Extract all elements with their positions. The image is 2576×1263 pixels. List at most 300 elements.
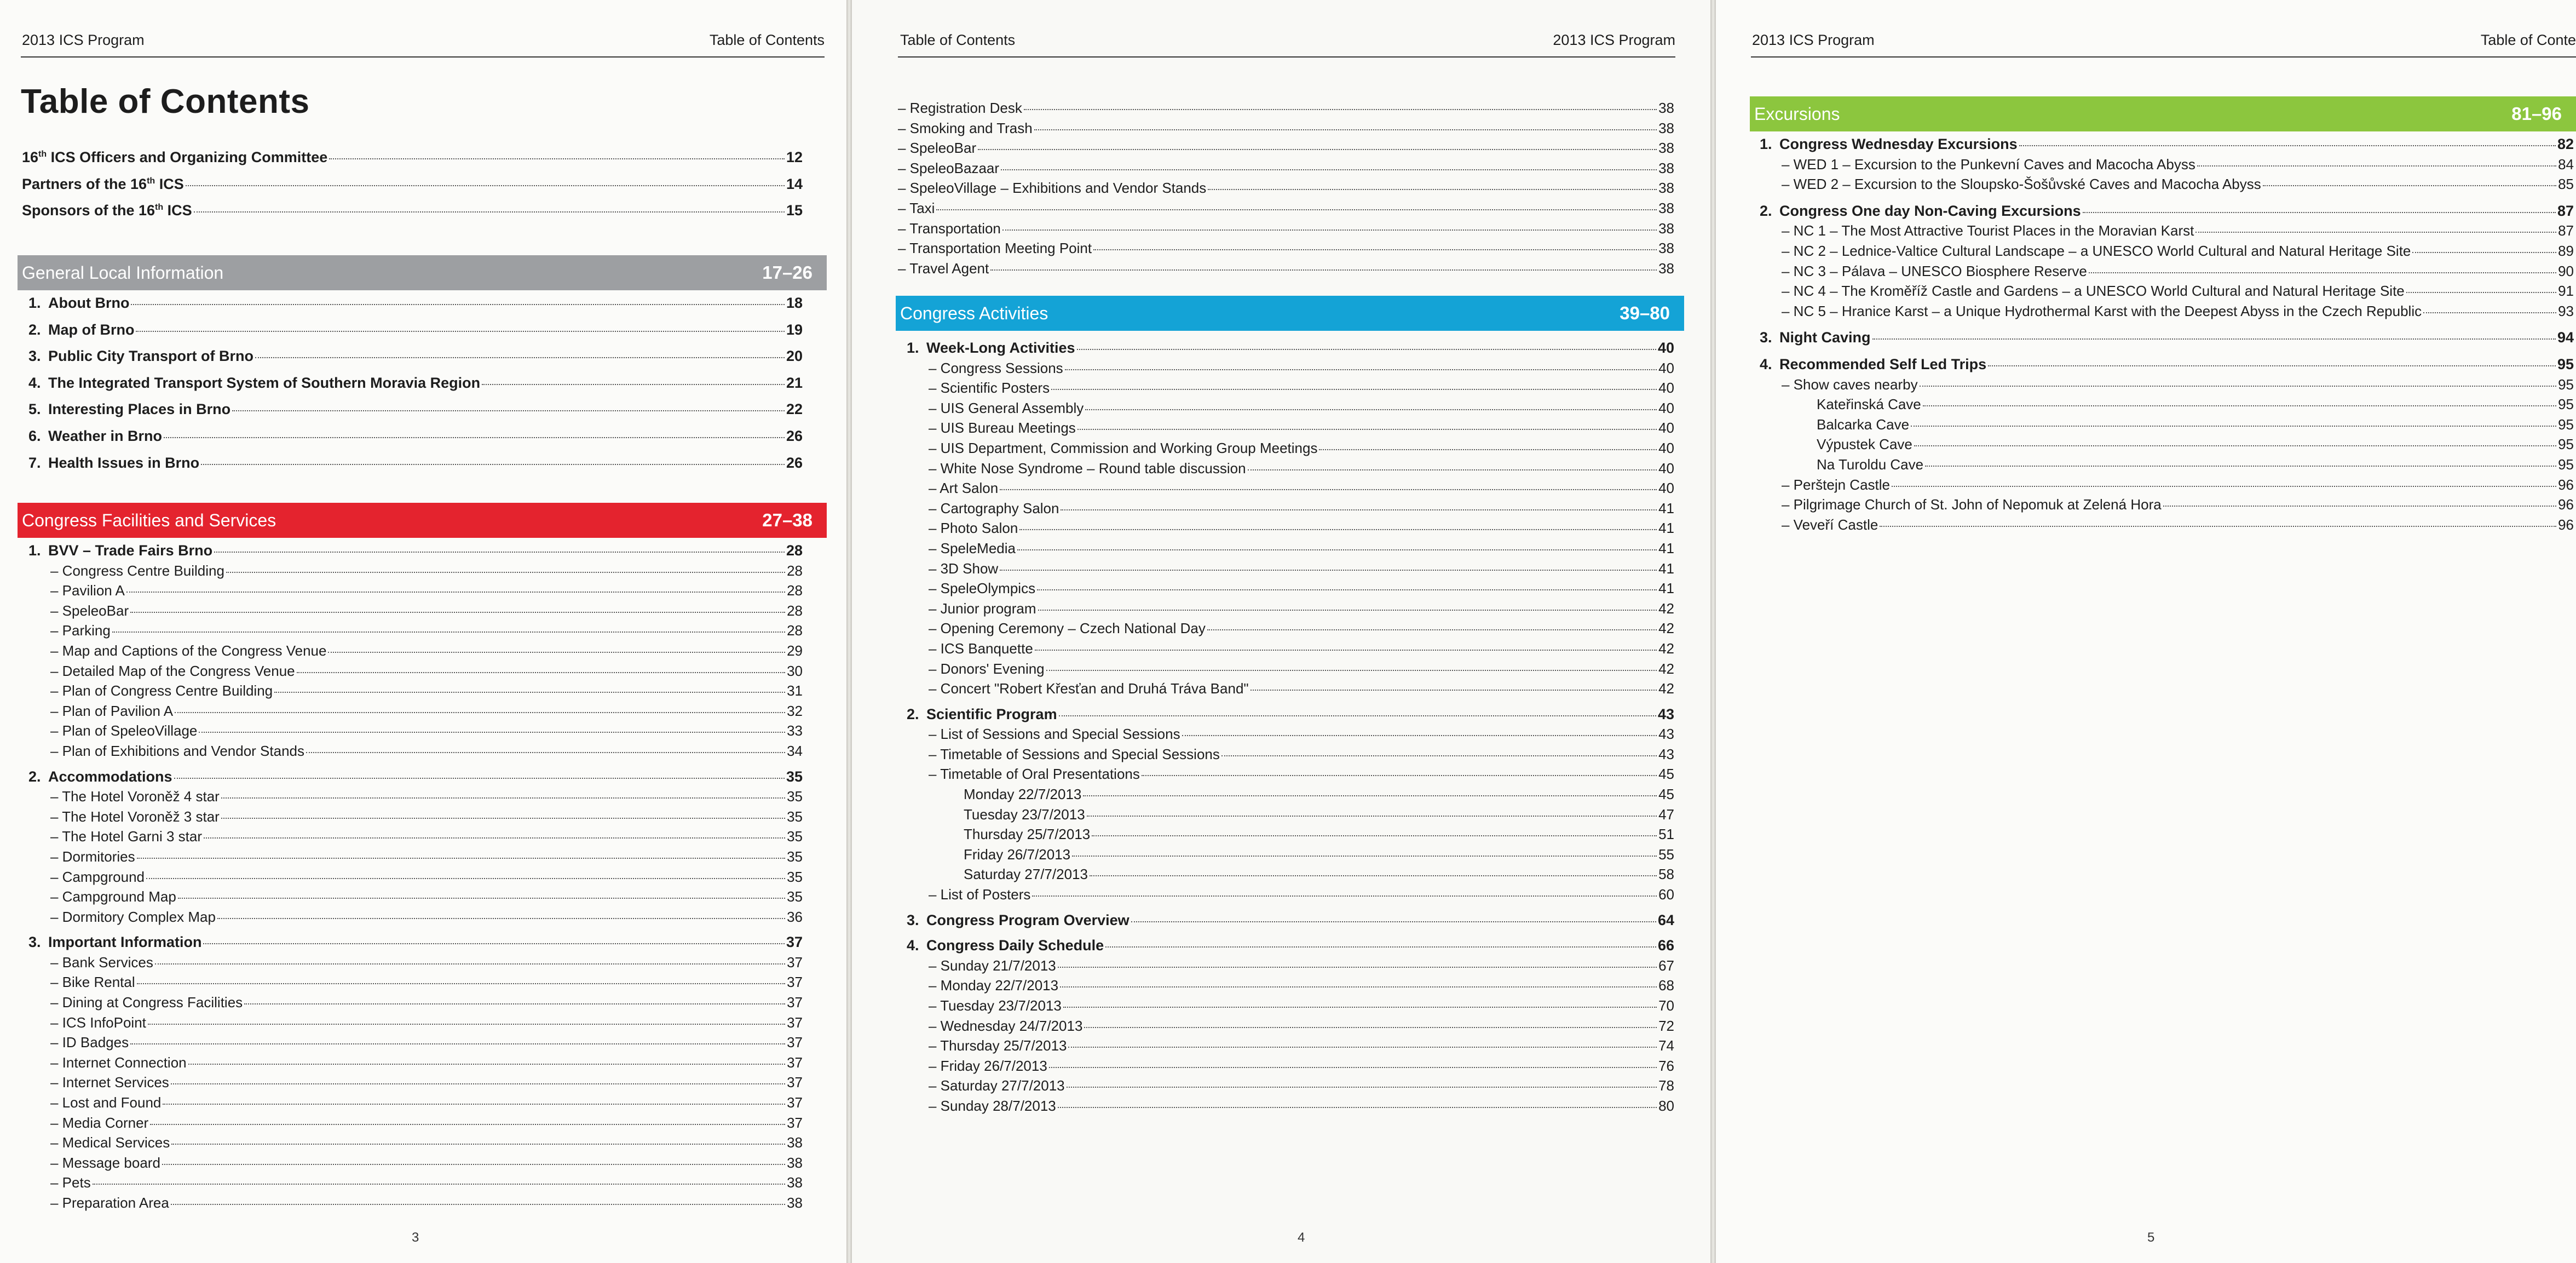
toc-heading[interactable] <box>28 542 803 562</box>
toc-heading[interactable] <box>1760 356 2574 376</box>
top-entries <box>22 149 803 222</box>
leader-dots <box>1024 109 1657 110</box>
toc-text: Accommodations <box>48 768 172 785</box>
toc-subentry[interactable] <box>898 220 1674 240</box>
leader-dots <box>137 983 785 984</box>
excursions-entries <box>1760 136 2574 536</box>
toc-page: 95 <box>2558 416 2574 433</box>
toc-text: – Pets <box>50 1174 91 1191</box>
leader-dots <box>1049 1067 1657 1068</box>
toc-page: 41 <box>1658 520 1674 537</box>
toc-text: The Integrated Transport System of Southern Moravia Region <box>48 374 481 391</box>
leader-dots <box>130 1043 785 1044</box>
toc-page: 12 <box>786 149 803 165</box>
leader-dots <box>2423 312 2556 313</box>
toc-page: 45 <box>1658 766 1674 783</box>
leader-dots <box>1087 816 1657 817</box>
toc-label <box>28 562 224 579</box>
leader-dots <box>2163 506 2556 507</box>
toc-page: 42 <box>1658 640 1674 657</box>
leader-dots <box>1065 369 1657 370</box>
leader-dots <box>1077 429 1657 430</box>
toc-page: 55 <box>1658 846 1674 863</box>
toc-text: – Detailed Map of the Congress Venue <box>50 662 295 679</box>
toc-text: – Plan of Congress Centre Building <box>50 682 273 699</box>
toc-label <box>28 994 243 1011</box>
toc-page: 40 <box>1658 359 1674 376</box>
toc-text: – SpeleoBar <box>898 140 977 157</box>
toc-page: 43 <box>1657 705 1674 722</box>
toc-heading[interactable] <box>1760 329 2574 349</box>
toc-subentry[interactable] <box>898 120 1674 140</box>
toc-label <box>898 260 989 277</box>
toc-heading[interactable] <box>28 375 803 395</box>
toc-label <box>898 240 1092 257</box>
leader-dots <box>203 943 784 944</box>
toc-number: 4. <box>907 937 919 954</box>
leader-dots <box>204 837 785 839</box>
leader-dots <box>329 158 785 159</box>
toc-text: About Brno <box>48 295 130 311</box>
toc-subentry[interactable] <box>1760 496 2574 516</box>
leader-dots <box>978 149 1657 150</box>
toc-subentry[interactable] <box>28 642 803 663</box>
toc-text: – UIS Department, Commission and Working Group Meetings <box>929 439 1318 456</box>
toc-subentry[interactable] <box>907 620 1674 640</box>
page-3 <box>0 0 846 1263</box>
toc-page: 26 <box>786 427 803 444</box>
toc-subentry[interactable] <box>907 500 1674 520</box>
toc-subentry[interactable] <box>907 766 1674 786</box>
toc-page: 36 <box>787 908 803 925</box>
toc-page: 45 <box>1658 786 1674 803</box>
toc-heading[interactable] <box>28 428 803 448</box>
toc-heading[interactable] <box>28 934 803 954</box>
toc-subentry[interactable] <box>898 100 1674 120</box>
leader-dots <box>1002 229 1657 231</box>
toc-subentry[interactable] <box>907 997 1674 1018</box>
toc-subentry[interactable] <box>907 826 1674 846</box>
leader-dots <box>1072 856 1657 857</box>
toc-text: – List of Posters <box>929 886 1031 903</box>
toc-subentry[interactable] <box>28 722 803 743</box>
toc-number: 2. <box>1760 202 1772 219</box>
toc-subentry[interactable] <box>1760 283 2574 303</box>
leader-dots <box>274 692 785 693</box>
header-rule <box>21 56 825 58</box>
toc-page: 38 <box>1658 199 1674 216</box>
toc-subentry[interactable] <box>1760 156 2574 176</box>
toc-subentry[interactable] <box>28 828 803 848</box>
leader-dots <box>936 209 1657 210</box>
toc-heading[interactable] <box>28 401 803 421</box>
toc-page: 87 <box>2557 202 2574 219</box>
toc-subentry[interactable] <box>907 520 1674 540</box>
toc-page: 28 <box>787 562 803 579</box>
toc-page: 42 <box>1658 600 1674 617</box>
toc-subentry[interactable] <box>28 974 803 994</box>
leader-dots <box>2263 185 2556 186</box>
leader-dots <box>226 572 785 573</box>
toc-entry[interactable] <box>22 176 803 196</box>
toc-page: 51 <box>1658 826 1674 843</box>
toc-subentry[interactable] <box>907 460 1674 480</box>
toc-heading[interactable] <box>28 295 803 315</box>
toc-label <box>28 1014 146 1031</box>
toc-subentry[interactable] <box>28 869 803 889</box>
toc-page: 41 <box>1658 560 1674 577</box>
toc-text: – UIS Bureau Meetings <box>929 420 1076 437</box>
toc-text: – Timetable of Sessions and Special Sessions <box>929 745 1220 762</box>
toc-subentry[interactable] <box>28 1115 803 1135</box>
toc-label <box>907 786 1081 803</box>
toc-subentry[interactable] <box>28 848 803 869</box>
toc-heading[interactable] <box>28 455 803 475</box>
running-header-left: 2013 ICS Program <box>1752 32 1875 48</box>
toc-label <box>28 295 129 312</box>
toc-subentry[interactable] <box>28 582 803 602</box>
toc-text: – Dormitories <box>50 848 135 865</box>
toc-subentry[interactable] <box>907 400 1674 420</box>
leader-dots <box>188 1064 785 1065</box>
toc-subentry[interactable] <box>907 1037 1674 1058</box>
toc-subentry[interactable] <box>907 786 1674 806</box>
toc-text: – Show caves nearby <box>1782 376 1918 393</box>
toc-subentry[interactable] <box>28 788 803 808</box>
toc-label <box>28 682 273 699</box>
section-range: 39–80 <box>1620 303 1670 323</box>
toc-subentry[interactable] <box>28 1034 803 1054</box>
toc-page: 34 <box>787 742 803 759</box>
toc-page: 37 <box>787 994 803 1011</box>
toc-subentry[interactable] <box>907 866 1674 886</box>
toc-subentry[interactable] <box>898 180 1674 200</box>
toc-text: – Timetable of Oral Presentations <box>929 766 1140 783</box>
toc-number: 2. <box>28 768 41 785</box>
toc-subentry[interactable] <box>28 909 803 929</box>
toc-page: 35 <box>787 808 803 825</box>
toc-subentry[interactable] <box>1760 222 2574 243</box>
toc-subentry[interactable] <box>907 440 1674 460</box>
toc-text: Balcarka Cave <box>1817 416 1910 433</box>
leader-dots <box>1914 445 2556 446</box>
toc-subentry[interactable] <box>1760 436 2574 456</box>
toc-subentry[interactable] <box>907 1098 1674 1118</box>
toc-text: – Message board <box>50 1154 160 1171</box>
toc-text: Congress Daily Schedule <box>926 937 1104 954</box>
toc-subentry[interactable] <box>28 703 803 723</box>
toc-label <box>28 622 111 639</box>
toc-subentry[interactable] <box>907 846 1674 866</box>
leader-dots <box>1085 409 1657 410</box>
toc-page: 38 <box>1658 140 1674 157</box>
toc-subentry[interactable] <box>907 806 1674 826</box>
toc-page: 93 <box>2558 302 2574 319</box>
toc-subentry[interactable] <box>28 1074 803 1094</box>
toc-text: – List of Sessions and Special Sessions <box>929 726 1180 743</box>
toc-text: Health Issues in Brno <box>48 454 200 471</box>
leader-dots <box>171 1204 785 1205</box>
leader-dots <box>126 592 785 593</box>
toc-subentry[interactable] <box>907 600 1674 621</box>
leader-dots <box>482 384 785 385</box>
toc-label <box>1760 516 1878 533</box>
toc-entry[interactable] <box>22 202 803 222</box>
toc-heading[interactable] <box>907 340 1674 360</box>
toc-label <box>907 937 1104 954</box>
toc-text: – Internet Connection <box>50 1054 187 1071</box>
toc-label <box>28 401 230 418</box>
toc-label <box>28 1094 161 1111</box>
toc-subentry[interactable] <box>28 1134 803 1155</box>
toc-subentry[interactable] <box>1760 303 2574 323</box>
toc-label <box>28 768 172 785</box>
toc-page: 82 <box>2557 136 2574 152</box>
toc-number: 1. <box>28 295 41 311</box>
toc-subentry[interactable] <box>28 888 803 909</box>
toc-subentry[interactable] <box>907 360 1674 380</box>
toc-subentry[interactable] <box>907 886 1674 906</box>
toc-subentry[interactable] <box>907 746 1674 766</box>
toc-page: 28 <box>787 582 803 599</box>
toc-label <box>907 1037 1067 1054</box>
toc-subentry[interactable] <box>907 560 1674 581</box>
toc-label <box>1760 303 2422 320</box>
toc-subentry[interactable] <box>1760 376 2574 397</box>
toc-subentry[interactable] <box>907 957 1674 978</box>
leader-dots <box>1068 1047 1657 1048</box>
toc-entry[interactable] <box>22 149 803 169</box>
toc-subentry[interactable] <box>28 1014 803 1035</box>
toc-label <box>1760 456 1923 473</box>
toc-page: 43 <box>1658 745 1674 762</box>
toc-subentry[interactable] <box>28 682 803 703</box>
toc-text: – NC 3 – Pálava – UNESCO Biosphere Reserve <box>1782 262 2087 279</box>
toc-page: 38 <box>1658 260 1674 277</box>
toc-page: 31 <box>787 682 803 699</box>
header-rule <box>898 56 1675 58</box>
toc-subentry[interactable] <box>1760 396 2574 416</box>
toc-text: – Parking <box>50 622 111 639</box>
toc-label <box>28 703 173 720</box>
toc-subentry[interactable] <box>907 1077 1674 1098</box>
page-number: 4 <box>1298 1230 1305 1245</box>
leader-dots <box>1221 755 1657 756</box>
toc-text: – Plan of SpeleoVillage <box>50 722 198 739</box>
toc-subentry[interactable] <box>907 977 1674 997</box>
toc-text: Scientific Program <box>926 705 1057 722</box>
toc-text: – SpeleoBar <box>50 602 129 619</box>
toc-label <box>907 886 1030 903</box>
toc-text: Thursday 25/7/2013 <box>964 826 1091 843</box>
toc-label <box>907 806 1085 823</box>
toc-label <box>1760 356 1986 373</box>
toc-subentry[interactable] <box>907 1058 1674 1078</box>
toc-heading[interactable] <box>28 768 803 789</box>
toc-page: 80 <box>1658 1097 1674 1114</box>
toc-number: 2. <box>28 321 41 338</box>
toc-page: 67 <box>1658 957 1674 974</box>
toc-label <box>907 826 1090 843</box>
toc-subentry[interactable] <box>28 1054 803 1075</box>
toc-subentry[interactable] <box>28 602 803 623</box>
toc-label <box>907 846 1070 863</box>
toc-heading[interactable] <box>28 322 803 342</box>
leader-dots <box>201 464 785 465</box>
toc-text: – Thursday 25/7/2013 <box>929 1037 1067 1054</box>
toc-heading[interactable] <box>907 706 1674 726</box>
toc-label <box>907 997 1062 1014</box>
section-title: Excursions <box>1754 104 1840 124</box>
toc-label: Partners of the 16th ICS <box>22 175 184 192</box>
toc-page: 18 <box>786 295 803 311</box>
toc-page: 95 <box>2558 396 2574 413</box>
toc-subentry[interactable] <box>28 954 803 974</box>
leader-dots <box>1923 405 2556 406</box>
toc-subentry[interactable] <box>28 808 803 829</box>
toc-text: – Map and Captions of the Congress Venue <box>50 642 327 659</box>
toc-text: Friday 26/7/2013 <box>964 846 1071 863</box>
toc-subentry[interactable] <box>28 1094 803 1115</box>
toc-number: 1. <box>907 340 919 356</box>
leader-dots <box>162 1164 785 1165</box>
toc-text: – Internet Services <box>50 1074 169 1091</box>
toc-label <box>907 1058 1047 1075</box>
toc-text: Congress Program Overview <box>926 911 1129 928</box>
toc-text: – Saturday 27/7/2013 <box>929 1077 1065 1094</box>
leader-dots <box>1105 946 1656 948</box>
toc-subentry[interactable] <box>898 160 1674 180</box>
toc-subentry[interactable] <box>28 663 803 683</box>
section-title: Congress Facilities and Services <box>22 510 276 530</box>
toc-page: 37 <box>787 1074 803 1091</box>
toc-subentry[interactable] <box>907 540 1674 560</box>
toc-label <box>28 1155 160 1172</box>
toc-label <box>1760 496 2162 513</box>
toc-label <box>28 788 220 805</box>
toc-text: – The Hotel Voroněž 4 star <box>50 788 220 805</box>
toc-subentry[interactable] <box>898 200 1674 220</box>
toc-label <box>28 602 129 619</box>
leader-dots <box>1208 189 1657 190</box>
toc-text: Výpustek Cave <box>1817 436 1912 453</box>
toc-subentry[interactable] <box>907 726 1674 746</box>
toc-subentry[interactable] <box>28 622 803 642</box>
toc-subentry[interactable] <box>907 661 1674 681</box>
toc-text: – NC 2 – Lednice-Valtice Cultural Landscape – a UNESCO World Cultural and Natural Heritage Site <box>1782 242 2411 259</box>
toc-page: 38 <box>787 1154 803 1171</box>
toc-subentry[interactable] <box>1760 176 2574 196</box>
toc-label <box>907 480 998 497</box>
toc-subentry[interactable] <box>1760 456 2574 477</box>
toc-text: – Dormitory Complex Map <box>50 908 216 925</box>
toc-text: – Perštejn Castle <box>1782 476 1890 493</box>
toc-page: 96 <box>2558 476 2574 493</box>
toc-label <box>898 140 976 157</box>
toc-subentry[interactable] <box>907 680 1674 701</box>
toc-page: 90 <box>2558 262 2574 279</box>
toc-text: – Bank Services <box>50 954 153 971</box>
toc-subentry[interactable] <box>907 1018 1674 1038</box>
toc-text: Congress Wednesday Excursions <box>1779 136 2018 152</box>
toc-page: 40 <box>1658 380 1674 397</box>
toc-page: 95 <box>2557 355 2574 372</box>
toc-subentry[interactable] <box>1760 416 2574 437</box>
toc-subentry[interactable] <box>1760 263 2574 283</box>
toc-label <box>28 974 135 991</box>
toc-subentry[interactable] <box>907 580 1674 600</box>
toc-page: 42 <box>1658 660 1674 677</box>
leader-dots <box>1000 489 1657 490</box>
toc-text: – Photo Salon <box>929 520 1018 537</box>
leader-dots <box>1083 795 1657 796</box>
leader-dots <box>1880 526 2556 527</box>
leader-dots <box>217 918 785 919</box>
toc-subentry[interactable] <box>28 994 803 1014</box>
toc-subentry[interactable] <box>907 380 1674 400</box>
toc-label <box>907 1018 1082 1035</box>
toc-number: 3. <box>28 348 41 365</box>
toc-text: – UIS General Assembly <box>929 399 1084 416</box>
toc-subentry[interactable] <box>1760 243 2574 263</box>
toc-subentry[interactable] <box>898 240 1674 260</box>
toc-subentry[interactable] <box>1760 516 2574 537</box>
toc-label <box>898 120 1033 137</box>
toc-text: – Monday 22/7/2013 <box>929 977 1059 994</box>
toc-subentry[interactable] <box>28 1195 803 1215</box>
toc-text: Map of Brno <box>48 321 135 338</box>
leader-dots <box>1084 1027 1657 1028</box>
toc-subentry[interactable] <box>28 1174 803 1195</box>
leader-dots <box>1090 875 1657 876</box>
leader-dots <box>1037 589 1657 590</box>
leader-dots <box>1131 921 1656 922</box>
toc-subentry[interactable] <box>28 562 803 583</box>
toc-subentry[interactable] <box>907 640 1674 661</box>
toc-label <box>898 180 1206 197</box>
toc-page: 70 <box>1658 997 1674 1014</box>
toc-heading[interactable] <box>907 937 1674 957</box>
toc-label <box>28 722 197 739</box>
toc-text: – Concert "Robert Křesťan and Druhá Tráva Band" <box>929 680 1249 697</box>
toc-page: 42 <box>1658 620 1674 637</box>
toc-heading[interactable] <box>28 348 803 368</box>
toc-text: – Registration Desk <box>898 100 1022 116</box>
toc-label <box>907 766 1140 783</box>
toc-subentry[interactable] <box>907 480 1674 500</box>
toc-heading[interactable] <box>1760 136 2574 156</box>
toc-subentry[interactable] <box>1760 477 2574 497</box>
toc-subentry[interactable] <box>28 743 803 763</box>
toc-subentry[interactable] <box>28 1155 803 1175</box>
leader-dots <box>171 1083 785 1084</box>
toc-page: 37 <box>787 974 803 991</box>
page-number: 5 <box>2147 1230 2155 1245</box>
toc-page: 35 <box>786 768 803 785</box>
toc-subentry[interactable] <box>898 140 1674 160</box>
toc-heading[interactable] <box>1760 203 2574 223</box>
leader-dots <box>1092 835 1657 836</box>
leader-dots <box>1059 715 1656 716</box>
toc-label <box>28 1115 148 1132</box>
toc-heading[interactable] <box>907 912 1674 932</box>
toc-page: 87 <box>2558 222 2574 239</box>
toc-subentry[interactable] <box>907 420 1674 440</box>
toc-text: – ID Badges <box>50 1034 129 1051</box>
toc-page: 85 <box>2558 176 2574 193</box>
toc-label <box>907 746 1220 763</box>
toc-subentry[interactable] <box>898 260 1674 280</box>
